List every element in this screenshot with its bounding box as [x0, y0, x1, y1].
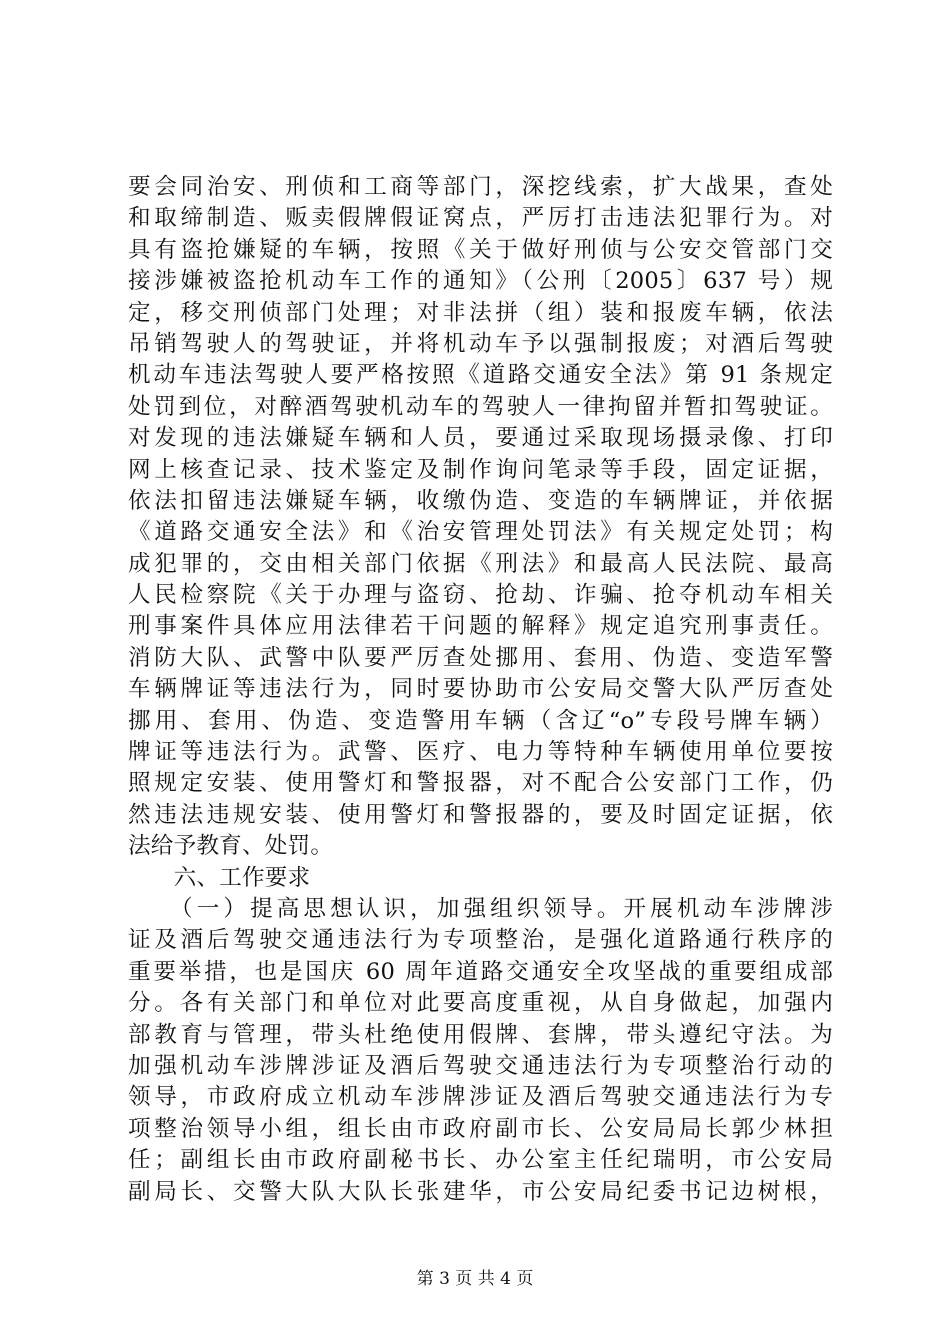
text-line: 车辆牌证等违法行为，同时要协助市公安局交警大队严厉查处 — [128, 676, 833, 703]
text-line: 机动车违法驾驶人要严格按照《道路交通安全法》第 91 条规定 — [128, 362, 833, 389]
text-line: 对发现的违法嫌疑车辆和人员，要通过采取现场摄录像、打印 — [128, 425, 833, 452]
text-line: 接涉嫌被盗抢机动车工作的通知》（公刑〔2005〕637 号）规 — [128, 268, 833, 295]
text-line: 分。各有关部门和单位对此要高度重视，从自身做起，加强内 — [128, 990, 833, 1017]
page-footer: 第 3 页 共 4 页 — [416, 1269, 534, 1289]
text-line: 领导，市政府成立机动车涉牌涉证及酒后驾驶交通违法行为专 — [128, 1084, 833, 1111]
text-line: 刑事案件具体应用法律若干问题的解释》规定追究刑事责任。 — [128, 613, 833, 640]
text-line: 重要举措，也是国庆 60 周年道路交通安全攻坚战的重要组成部 — [128, 958, 833, 985]
text-line: 法给予教育、处罚。 — [128, 833, 334, 860]
text-line: 然违法违规安装、使用警灯和警报器的，要及时固定证据，依 — [128, 801, 833, 828]
text-line: 要会同治安、刑侦和工商等部门，深挖线索，扩大战果，查处 — [128, 174, 833, 200]
text-line: 依法扣留违法嫌疑车辆，收缴伪造、变造的车辆牌证，并依据 — [128, 487, 833, 514]
text-line: 《道路交通安全法》和《治安管理处罚法》有关规定处罚；构 — [128, 519, 833, 546]
text-line: 和取缔制造、贩卖假牌假证窝点，严厉打击违法犯罪行为。对 — [128, 205, 833, 232]
text-line: 六、工作要求 — [128, 864, 311, 891]
text-line: 加强机动车涉牌涉证及酒后驾驶交通违法行为专项整治行动的 — [128, 1052, 833, 1079]
text-line: 副局长、交警大队大队长张建华，市公安局纪委书记边树根， — [128, 1178, 833, 1205]
text-line: 定，移交刑侦部门处理；对非法拼（组）装和报废车辆，依法 — [128, 299, 833, 326]
text-line: 吊销驾驶人的驾驶证，并将机动车予以强制报废；对酒后驾驶 — [128, 330, 833, 357]
body-text — [128, 172, 833, 1208]
text-line: 网上核查记录、技术鉴定及制作询问笔录等手段，固定证据， — [128, 456, 833, 483]
text-line: 照规定安装、使用警灯和警报器，对不配合公安部门工作，仍 — [128, 770, 833, 797]
text-line: 处罚到位，对醉酒驾驶机动车的驾驶人一律拘留并暂扣驾驶证。 — [128, 393, 833, 420]
text-line: 具有盗抢嫌疑的车辆，按照《关于做好刑侦与公安交管部门交 — [128, 236, 833, 263]
text-line: 消防大队、武警中队要严厉查处挪用、套用、伪造、变造军警 — [128, 644, 833, 671]
text-line: 挪用、套用、伪造、变造警用车辆（含辽“o”专段号牌车辆） — [128, 707, 833, 734]
text-line: 人民检察院《关于办理与盗窃、抢劫、诈骗、抢夺机动车相关 — [128, 582, 833, 609]
text-line: 项整治领导小组，组长由市政府副市长、公安局局长郭少林担 — [128, 1115, 833, 1142]
text-line: 部教育与管理，带头杜绝使用假牌、套牌，带头遵纪守法。为 — [128, 1021, 833, 1048]
text-line: 任；副组长由市政府副秘书长、办公室主任纪瑞明，市公安局 — [128, 1147, 833, 1174]
text-line: 成犯罪的，交由相关部门依据《刑法》和最高人民法院、最高 — [128, 550, 833, 577]
text-line: （一）提高思想认识，加强组织领导。开展机动车涉牌涉 — [128, 895, 833, 922]
text-line: 证及酒后驾驶交通违法行为专项整治，是强化道路通行秩序的 — [128, 927, 833, 954]
text-line: 牌证等违法行为。武警、医疗、电力等特种车辆使用单位要按 — [128, 739, 833, 766]
